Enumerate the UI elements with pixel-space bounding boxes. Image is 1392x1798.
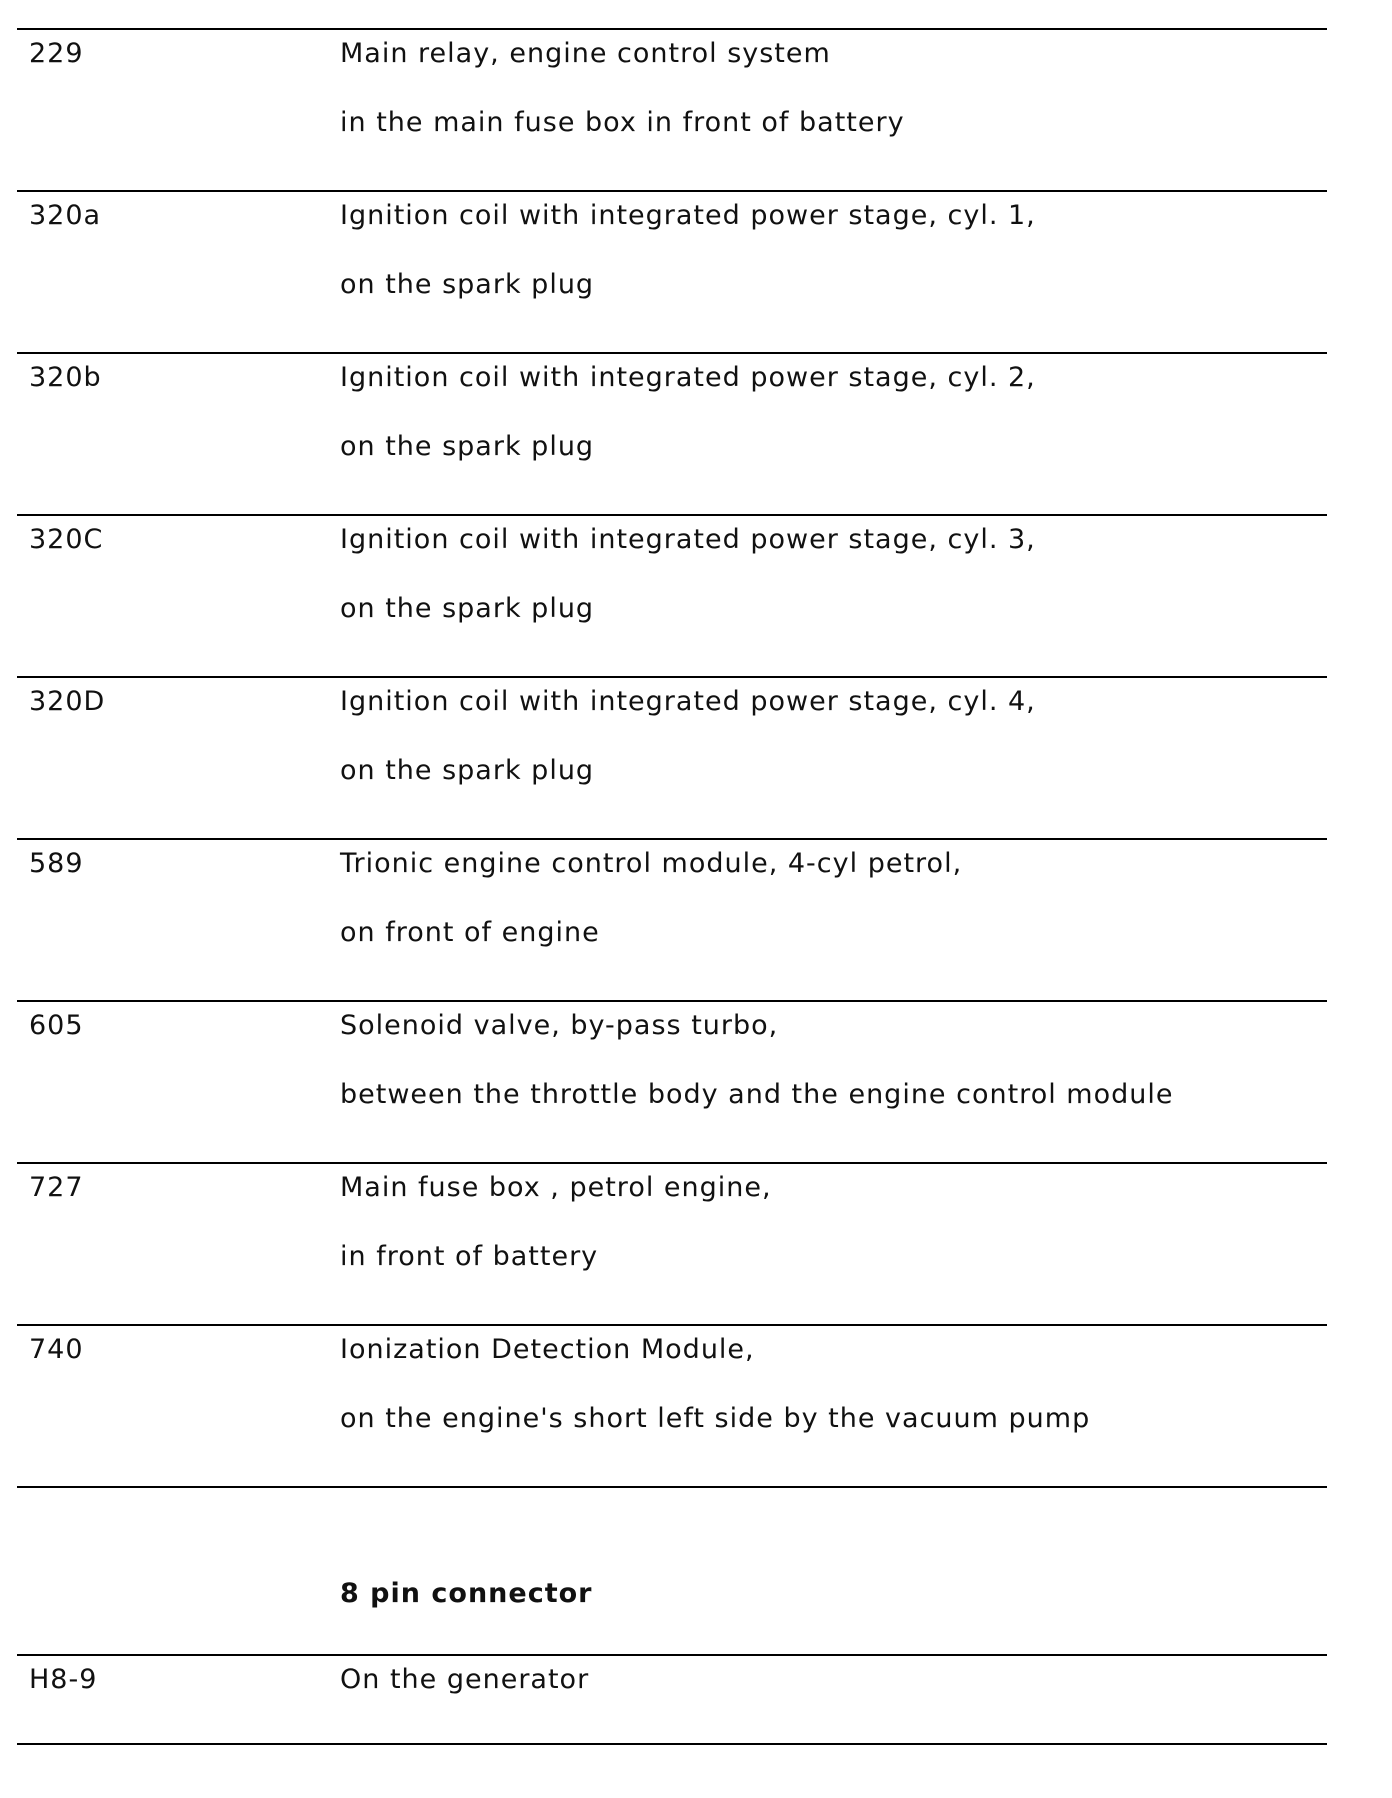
description-line-2: on the spark plug bbox=[340, 755, 595, 786]
component-code: 320C bbox=[29, 524, 104, 555]
component-description bbox=[340, 200, 1036, 300]
description-line-2: on the spark plug bbox=[340, 431, 595, 462]
table-row bbox=[17, 190, 1327, 352]
component-description bbox=[340, 1010, 1173, 1110]
description-line-1: Ignition coil with integrated power stage, cyl. 4, bbox=[340, 686, 1036, 717]
description-line-1: Ionization Detection Module, bbox=[340, 1334, 755, 1365]
table-row bbox=[17, 1654, 1327, 1745]
component-code: 320b bbox=[29, 362, 102, 393]
description-line-2: in the main fuse box in front of battery bbox=[340, 107, 905, 138]
table-row bbox=[17, 28, 1327, 190]
component-code: 589 bbox=[29, 848, 84, 879]
description-line-1: Ignition coil with integrated power stage, cyl. 1, bbox=[340, 200, 1036, 231]
description-line-1: Trionic engine control module, 4-cyl petrol, bbox=[340, 848, 963, 879]
component-code: 229 bbox=[29, 38, 84, 69]
component-description bbox=[340, 524, 1036, 624]
component-description bbox=[340, 1334, 1090, 1434]
component-code: 320a bbox=[29, 200, 102, 231]
description-line-2: on the engine's short left side by the vacuum pump bbox=[340, 1403, 1091, 1434]
component-code: 727 bbox=[29, 1172, 84, 1203]
description-line-2: in front of battery bbox=[340, 1241, 599, 1272]
table-row bbox=[17, 1324, 1327, 1486]
table-row bbox=[17, 676, 1327, 838]
component-description bbox=[340, 848, 962, 948]
table-row bbox=[17, 838, 1327, 1000]
component-code: 740 bbox=[29, 1334, 84, 1365]
table-row bbox=[17, 1162, 1327, 1324]
component-description bbox=[340, 38, 905, 138]
component-description bbox=[340, 362, 1036, 462]
component-table bbox=[17, 28, 1327, 1745]
component-code: 320D bbox=[29, 686, 106, 717]
description-line-2: on the spark plug bbox=[340, 269, 595, 300]
description-line-1: Solenoid valve, by-pass turbo, bbox=[340, 1010, 779, 1041]
component-code: 605 bbox=[29, 1010, 84, 1041]
component-code: H8-9 bbox=[29, 1664, 98, 1695]
section-title: 8 pin connector bbox=[340, 1578, 593, 1609]
description-line-1: Main fuse box , petrol engine, bbox=[340, 1172, 772, 1203]
table-row bbox=[17, 1000, 1327, 1162]
description-line-1: Ignition coil with integrated power stage, cyl. 2, bbox=[340, 362, 1036, 393]
table-row bbox=[17, 514, 1327, 676]
section-header-row bbox=[17, 1486, 1327, 1654]
table-row bbox=[17, 352, 1327, 514]
description-line-2: between the throttle body and the engine control module bbox=[340, 1079, 1174, 1110]
description-line-2: on front of engine bbox=[340, 917, 600, 948]
description-line-1: Ignition coil with integrated power stage, cyl. 3, bbox=[340, 524, 1036, 555]
description-line-1: Main relay, engine control system bbox=[340, 38, 831, 69]
component-description bbox=[340, 686, 1036, 786]
description-line-2: on the spark plug bbox=[340, 593, 595, 624]
component-description: On the generator bbox=[340, 1664, 590, 1695]
component-description bbox=[340, 1172, 772, 1272]
